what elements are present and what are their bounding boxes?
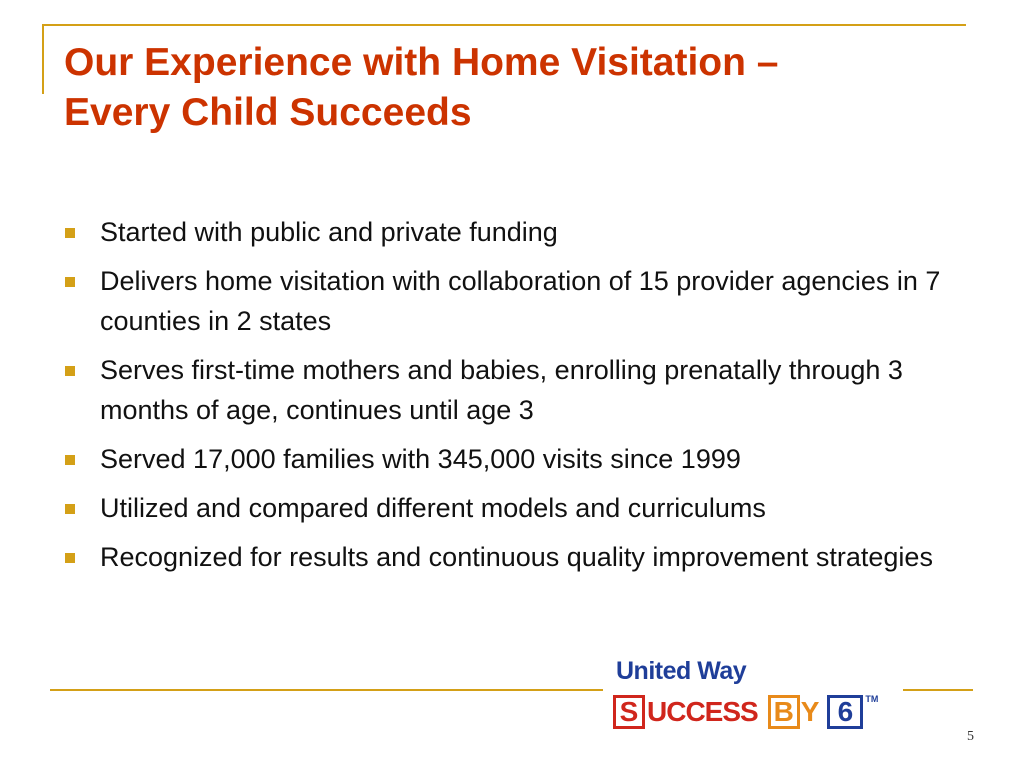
logo-success-by-6 bbox=[613, 692, 878, 732]
bullet-text: Recognized for results and continuous quality improvement strategies bbox=[100, 542, 933, 572]
footer-divider-right bbox=[903, 689, 973, 691]
bullet-item bbox=[62, 212, 982, 252]
bullet-list bbox=[62, 212, 982, 586]
square-bullet-icon bbox=[65, 504, 75, 514]
bullet-item bbox=[62, 488, 982, 528]
logo-y-text: Y bbox=[800, 696, 820, 727]
united-way-success-by-6-logo bbox=[613, 656, 903, 736]
bullet-item bbox=[62, 350, 982, 430]
logo-ccess-text: UCCESS bbox=[647, 696, 758, 727]
page-number: 5 bbox=[967, 729, 974, 744]
logo-b-box: B bbox=[768, 695, 800, 729]
square-bullet-icon bbox=[65, 277, 75, 287]
title-line-1: Our Experience with Home Visitation – bbox=[64, 41, 779, 84]
square-bullet-icon bbox=[65, 553, 75, 563]
bullet-item bbox=[62, 537, 982, 577]
bullet-text: Utilized and compared different models and curriculums bbox=[100, 493, 766, 523]
logo-trademark: TM bbox=[865, 694, 879, 704]
bullet-item bbox=[62, 261, 982, 341]
logo-s-box: S bbox=[613, 695, 645, 729]
logo-united-way-text: United Way bbox=[616, 657, 747, 685]
footer-divider-left bbox=[50, 689, 603, 691]
logo-6-box: 6 bbox=[827, 695, 863, 729]
square-bullet-icon bbox=[65, 228, 75, 238]
square-bullet-icon bbox=[65, 455, 75, 465]
title-line-2: Every Child Succeeds bbox=[64, 91, 472, 134]
slide-title bbox=[64, 38, 964, 138]
bullet-text: Served 17,000 families with 345,000 visits since 1999 bbox=[100, 444, 741, 474]
bullet-item bbox=[62, 439, 982, 479]
top-divider bbox=[42, 24, 966, 26]
bullet-text: Delivers home visitation with collaboration of 15 provider agencies in 7 counties in 2 states bbox=[100, 266, 941, 336]
left-accent-bar bbox=[42, 24, 44, 94]
bullet-text: Started with public and private funding bbox=[100, 217, 558, 247]
bullet-text: Serves first-time mothers and babies, enrolling prenatally through 3 months of age, continues until age 3 bbox=[100, 355, 903, 425]
square-bullet-icon bbox=[65, 366, 75, 376]
